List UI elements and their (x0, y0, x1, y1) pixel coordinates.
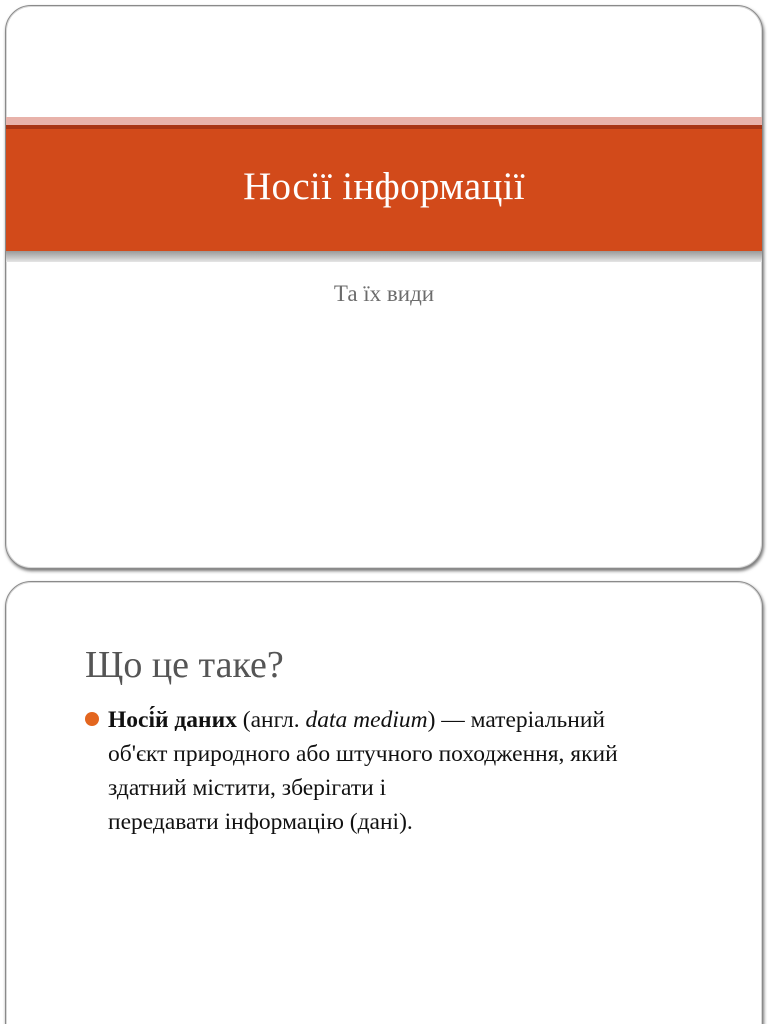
title-slide[interactable] (5, 5, 763, 569)
slide-title: Носії інформації (243, 165, 525, 208)
bullet-item (83, 703, 723, 839)
definition-term-english: data medium (305, 707, 428, 733)
title-band-accent-line (6, 117, 762, 125)
slide-subtitle: Та їх види (333, 281, 435, 306)
definition-text-line1: ) — матеріальний (427, 707, 605, 733)
content-slide[interactable] (5, 581, 763, 1024)
bullet-list (83, 703, 723, 839)
slide-heading: Що це таке? (85, 644, 284, 686)
definition-text-line2: об'єкт природного або штучного походження, який (108, 741, 618, 767)
definition-paren-open: (англ. (236, 707, 306, 733)
definition-text-line4: передавати інформацію (дані). (108, 809, 413, 835)
definition-text-line3: здатний містити, зберігати і (108, 775, 387, 801)
bullet-dot-icon (85, 712, 99, 726)
definition-term: Носі́й даних (108, 707, 237, 733)
title-band-shadow (6, 251, 762, 262)
